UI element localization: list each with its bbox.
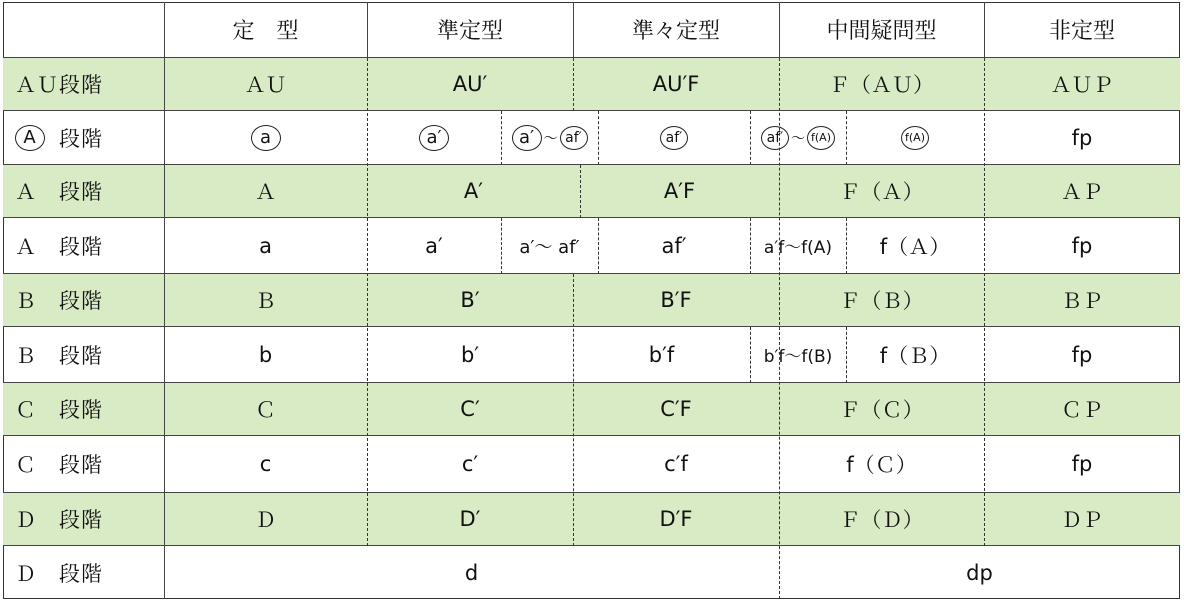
- cell-hiteikei: ＤＰ: [1061, 508, 1103, 532]
- column-divider-dashed: [846, 327, 847, 383]
- cell-chukan-b: f（Ｂ）: [879, 343, 951, 368]
- table-row-d-upper: [3, 493, 1180, 546]
- cell-teikei: ＡＵ: [244, 73, 287, 97]
- cell-teikei: Ｄ: [255, 508, 276, 532]
- column-divider-dashed: [846, 111, 847, 165]
- cell-junteikei: A′: [463, 179, 484, 203]
- cell-junteikei: D′: [459, 507, 481, 531]
- circled-symbol: af′: [660, 126, 688, 150]
- row-label-text: 段階: [59, 126, 103, 151]
- column-divider-dashed: [750, 218, 751, 274]
- row-label: Ａ 段階: [15, 234, 103, 259]
- cell-teikei: b: [258, 342, 273, 367]
- column-divider-dashed: [573, 274, 574, 546]
- header-hiteikei: 非定型: [1048, 19, 1115, 44]
- cell-teikei: Ｃ: [255, 398, 276, 422]
- cell-junteikei: C′: [460, 397, 480, 421]
- column-divider-dashed: [580, 165, 581, 218]
- row-label: ＡＵ段階: [15, 73, 103, 97]
- cell-junjunteikei: D′F: [659, 507, 693, 531]
- cell-hiteikei: fp: [1071, 452, 1093, 476]
- cell-chukan-a: b′f～f(B): [763, 347, 833, 367]
- cell-junjunteikei: af′: [661, 233, 687, 258]
- cell-hiteikei: ＢＰ: [1061, 289, 1103, 313]
- cell-junjunteikei: C′F: [660, 397, 692, 421]
- column-divider: [779, 2, 780, 58]
- table-row-a-upper: [3, 165, 1180, 218]
- column-divider: [367, 2, 368, 58]
- row-label: Ｃ 段階: [15, 398, 103, 422]
- column-divider-dashed: [501, 111, 502, 165]
- cell-hiteikei: fp: [1071, 233, 1093, 258]
- cell-hiteikei: fp: [1071, 125, 1093, 150]
- cell-junjunteikei: b′f: [648, 342, 675, 367]
- row-label: Ｄ 段階: [15, 561, 103, 586]
- cell-hiteikei: ＡＵＰ: [1050, 73, 1114, 97]
- table-row-au-lower: [3, 111, 1180, 165]
- cell-junteikei: c′: [461, 452, 479, 476]
- header-teikei: 定 型: [232, 19, 299, 44]
- cell-teikei: a: [259, 233, 272, 258]
- table-row-b-upper: [3, 274, 1180, 327]
- cell-chukan: Ｆ（Ａ）: [839, 180, 924, 204]
- header-cell-corner: [3, 2, 164, 57]
- table-row-c-upper: [3, 383, 1180, 436]
- tilde-text: ～: [791, 130, 805, 147]
- cell-junteikei-b: a′～ af′: [519, 236, 580, 258]
- cell-chukan: Ｆ（Ｂ）: [839, 289, 924, 313]
- cell-junjunteikei: c′f: [664, 452, 688, 476]
- cell-chukan: f（Ｃ）: [846, 453, 917, 477]
- cell-chukan-to-hiteikei: dp: [966, 560, 993, 585]
- cell-junjunteikei: [598, 111, 750, 164]
- cell-teikei-to-junjun: d: [464, 560, 479, 585]
- table-header-row: [3, 2, 1180, 58]
- column-divider-dashed: [750, 111, 751, 165]
- cell-chukan-b: [846, 111, 984, 164]
- row-label: Ａ 段階: [15, 180, 103, 204]
- column-divider-dashed: [573, 58, 574, 111]
- column-divider-dashed: [598, 111, 599, 165]
- cell-chukan-a: [750, 111, 846, 164]
- column-divider: [573, 2, 574, 58]
- table-row-d-lower: [3, 546, 1180, 599]
- column-divider-dashed: [367, 58, 368, 546]
- cell-junteikei-a: a′: [425, 233, 443, 258]
- row-label: Ｃ 段階: [15, 453, 103, 477]
- cell-junjunteikei: AU′F: [652, 72, 700, 96]
- cell-chukan-a: a′f～f(A): [763, 238, 833, 258]
- row-label: [3, 111, 176, 164]
- circled-letter: A: [15, 125, 45, 151]
- cell-junteikei: AU′: [452, 72, 488, 96]
- table-row-c-lower: [3, 436, 1180, 493]
- tilde-text: ～: [543, 130, 558, 147]
- cell-chukan: Ｆ（Ｃ）: [839, 398, 924, 422]
- cell-junjunteikei: A′F: [663, 179, 696, 203]
- circled-symbol: af′: [761, 126, 789, 150]
- circled-symbol: a′: [512, 125, 542, 151]
- column-divider-dashed: [779, 58, 780, 599]
- header-chukan-gimon: 中間疑問型: [826, 19, 937, 44]
- cell-junteikei-a: [367, 111, 501, 164]
- column-divider: [164, 2, 165, 599]
- table-row-au-upper: [3, 58, 1180, 111]
- circled-symbol: af′: [560, 126, 588, 150]
- column-divider-dashed: [846, 218, 847, 274]
- cell-hiteikei: ＣＰ: [1061, 398, 1103, 422]
- cell-hiteikei: ＡＰ: [1061, 180, 1103, 204]
- cell-junjunteikei: B′F: [660, 288, 692, 312]
- cell-teikei: Ａ: [255, 180, 276, 204]
- row-label: Ｄ 段階: [15, 508, 103, 532]
- column-divider-dashed: [750, 327, 751, 383]
- cell-chukan: Ｆ（ＡＵ）: [829, 73, 934, 97]
- cell-junteikei: b′: [460, 342, 480, 367]
- circled-symbol: a: [251, 125, 281, 151]
- circled-symbol: a′: [419, 125, 449, 151]
- header-junteikei: 準定型: [436, 19, 503, 44]
- column-divider-dashed: [984, 58, 985, 546]
- table-row-a-lower: [3, 218, 1180, 274]
- column-divider-dashed: [501, 218, 502, 274]
- column-divider-dashed: [598, 218, 599, 274]
- cell-teikei: Ｂ: [255, 289, 276, 313]
- cell-chukan: Ｆ（Ｄ）: [839, 508, 924, 532]
- row-label: Ｂ 段階: [15, 289, 103, 313]
- circled-symbol: f(A): [901, 126, 929, 150]
- cell-hiteikei: fp: [1071, 342, 1093, 367]
- row-label: Ｂ 段階: [15, 343, 103, 368]
- circled-symbol: f(A): [807, 126, 835, 150]
- header-junjunteikei: 準々定型: [631, 19, 720, 44]
- column-divider: [984, 2, 985, 58]
- cell-chukan-b: f（Ａ）: [879, 234, 951, 259]
- cell-teikei: [164, 111, 367, 164]
- table-row-b-lower: [3, 327, 1180, 383]
- cell-junteikei: B′: [460, 288, 480, 312]
- cell-teikei: c: [259, 452, 272, 476]
- cell-junteikei-b: [501, 111, 598, 164]
